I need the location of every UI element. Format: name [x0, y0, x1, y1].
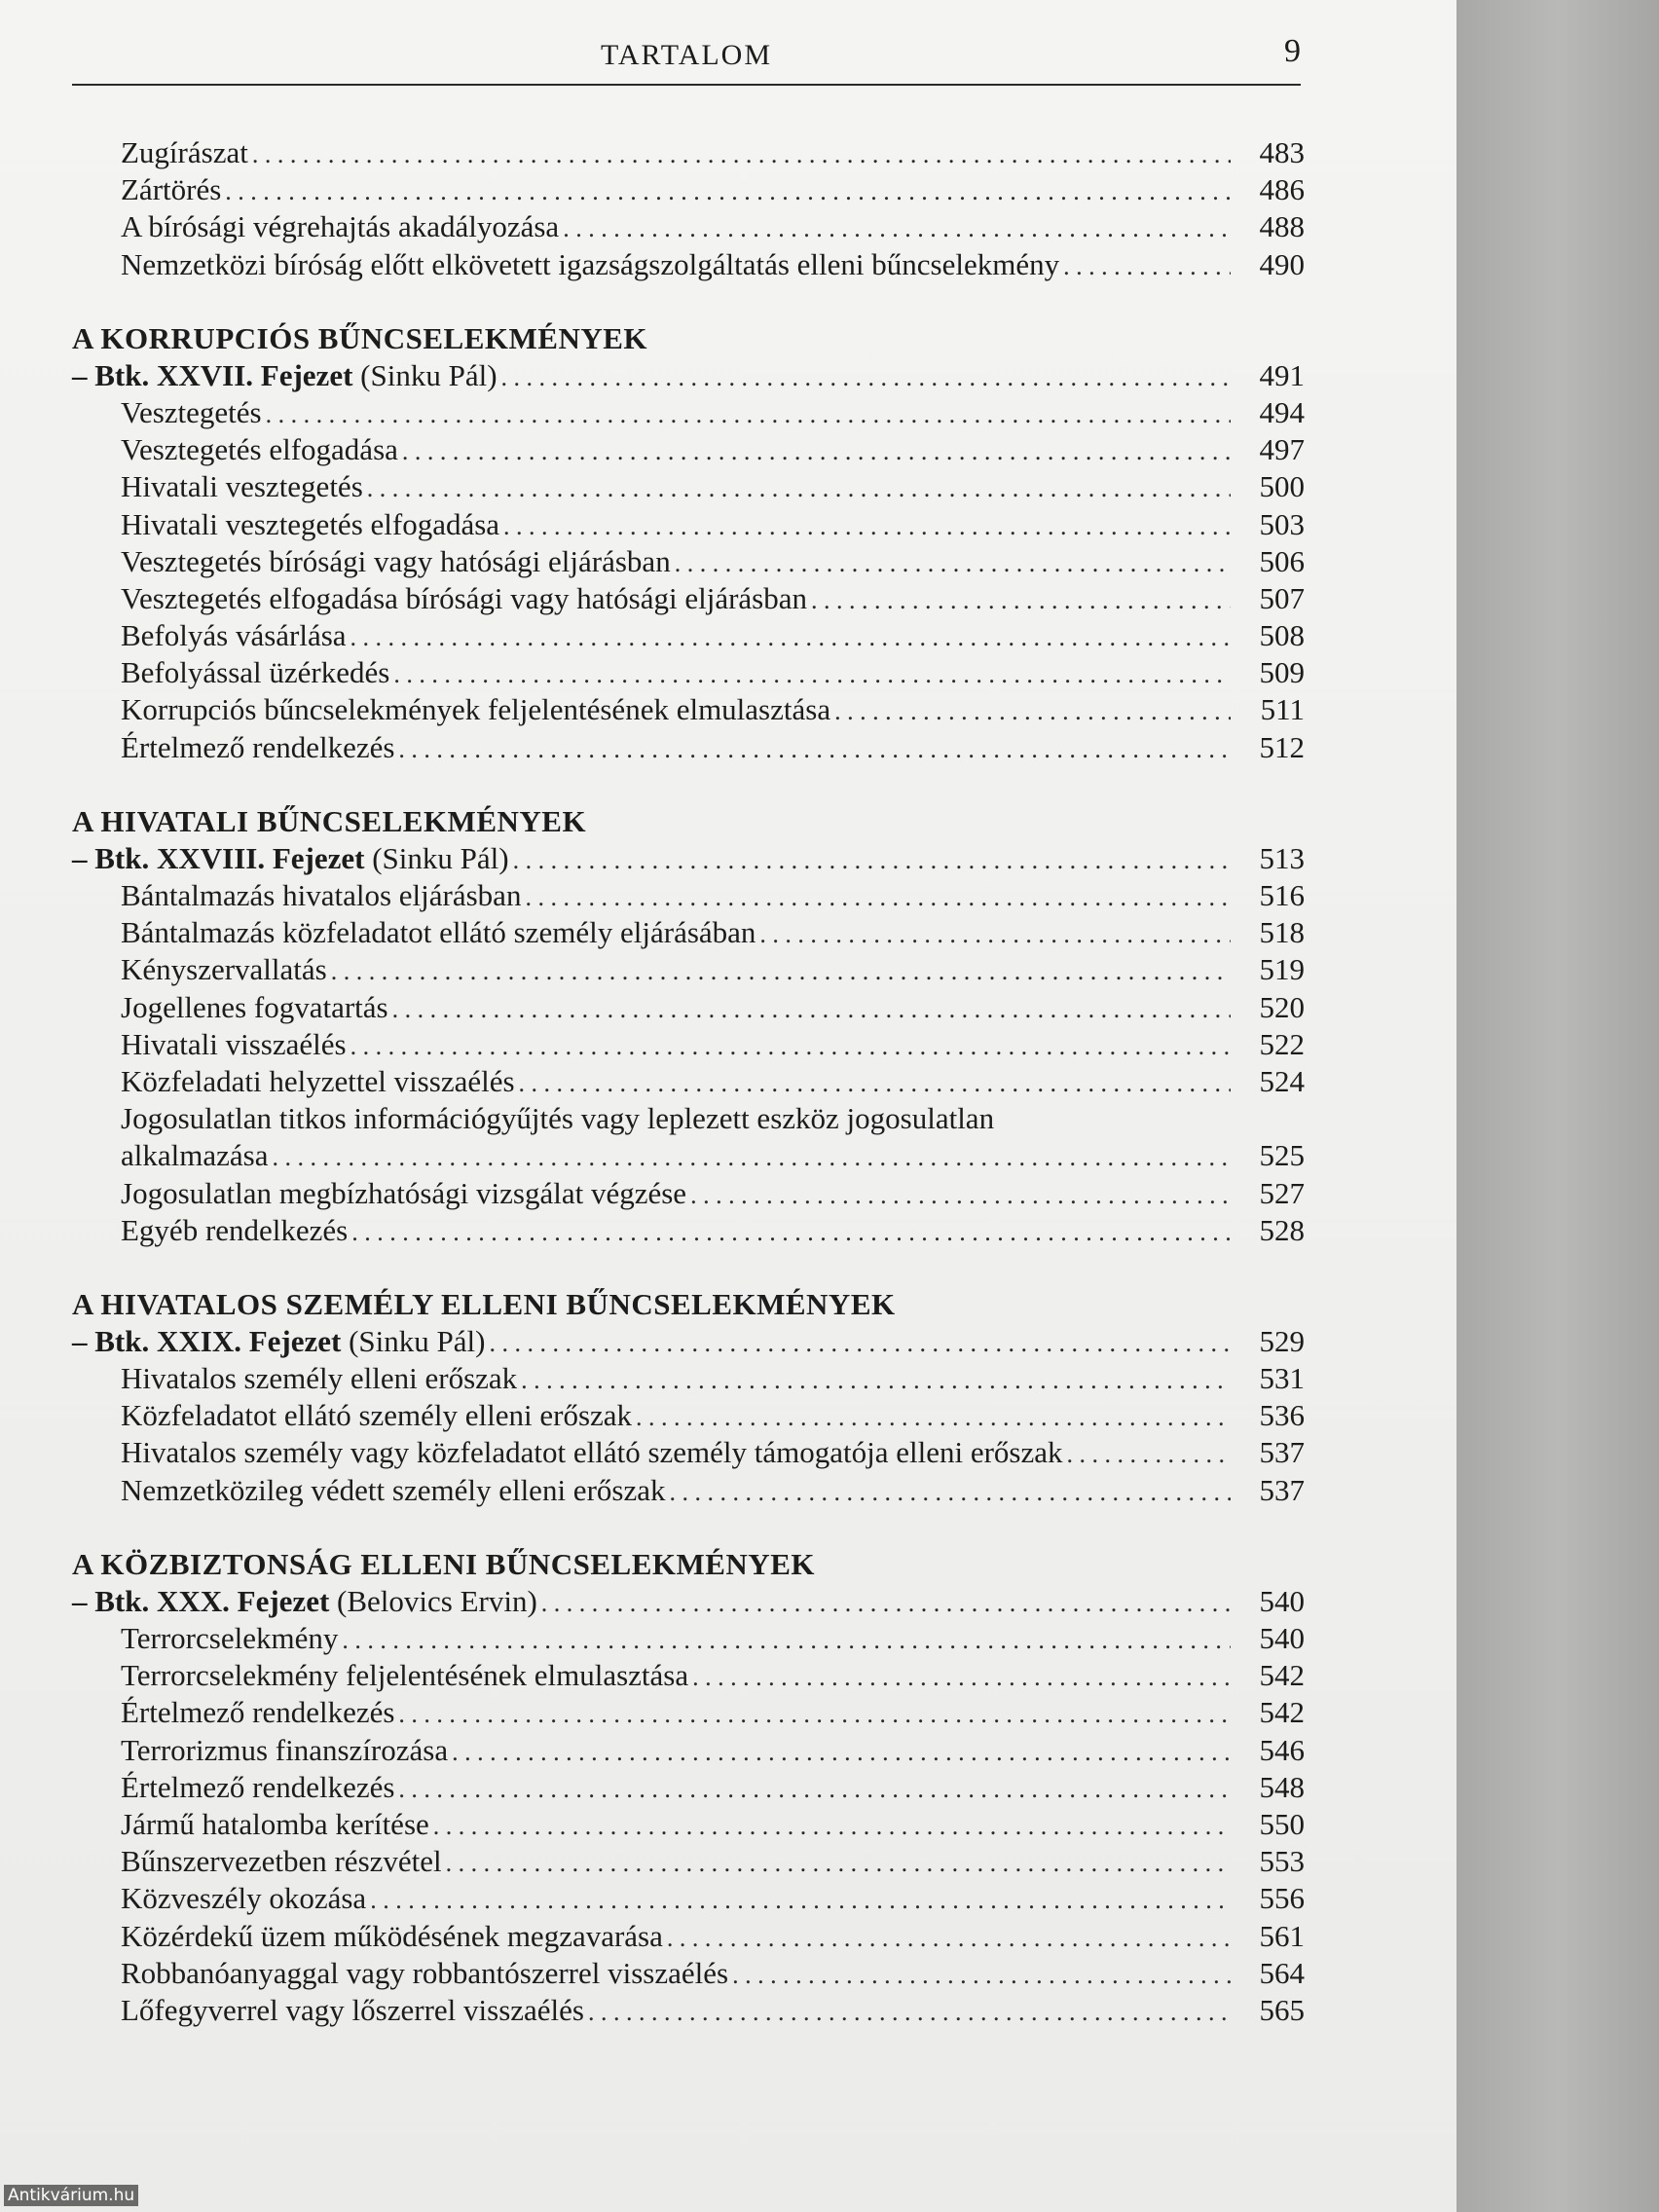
entry-label: Közfeladati helyzettel visszaélés [121, 1063, 515, 1098]
watermark: Antikvárium.hu [4, 2185, 138, 2206]
toc-entry[interactable] [72, 1694, 1305, 1731]
table-of-contents [72, 134, 1305, 2029]
page-number: 540 [1259, 1621, 1305, 1655]
page-number: 511 [1260, 692, 1305, 727]
page-number: 507 [1259, 580, 1305, 615]
page-number: 531 [1259, 1361, 1305, 1396]
entry-label: Hivatali vesztegetés [121, 469, 363, 504]
toc-entry[interactable] [72, 1918, 1305, 1955]
dot-leader [225, 173, 1231, 210]
chapter-author: (Sinku Pál) [352, 357, 498, 392]
dot-leader [272, 1139, 1231, 1176]
entry-label: Közfeladatot ellátó személy elleni erőszak [121, 1398, 633, 1433]
dot-leader [675, 545, 1231, 582]
toc-entry[interactable] [72, 1769, 1305, 1806]
dot-leader [669, 1474, 1231, 1511]
toc-entry[interactable] [72, 617, 1305, 654]
section-title: A KÖZBIZTONSÁG ELLENI BŰNCSELEKMÉNYEK [72, 1546, 815, 1581]
page-number: 528 [1259, 1212, 1305, 1247]
dot-leader [513, 842, 1231, 879]
entry-label: Vesztegetés elfogadása bírósági vagy hatósági eljárásban [121, 580, 807, 615]
dot-leader [519, 1065, 1231, 1102]
page-number: 500 [1259, 469, 1305, 504]
entry-label: Terrorcselekmény feljelentésének elmulasztása [121, 1658, 689, 1693]
entry-label: A bírósági végrehajtás akadályozása [121, 209, 560, 244]
toc-entry[interactable] [72, 1137, 1305, 1174]
dot-leader [489, 1325, 1231, 1362]
toc-entry[interactable] [72, 171, 1305, 208]
entry-label: Korrupciós bűncselekmények feljelentésének elmulasztása [121, 692, 831, 727]
dot-leader [1063, 248, 1231, 285]
page-number: 527 [1259, 1175, 1305, 1210]
dot-leader [252, 136, 1231, 173]
dot-leader [342, 1622, 1231, 1659]
dot-leader [521, 1362, 1231, 1399]
page-number: 490 [1259, 246, 1305, 281]
page-number: 486 [1259, 172, 1305, 207]
page-number: 546 [1259, 1732, 1305, 1767]
entry-label: Hivatalos személy elleni erőszak [121, 1361, 518, 1396]
page-number: 483 [1259, 135, 1305, 169]
page-number: 529 [1259, 1323, 1305, 1358]
page-number: 506 [1259, 543, 1305, 578]
toc-section [72, 134, 1305, 283]
entry-label: alkalmazása [121, 1138, 269, 1173]
toc-section [72, 1546, 1305, 2029]
dot-leader [690, 1177, 1231, 1214]
page-number: 503 [1259, 506, 1305, 541]
dot-leader [433, 1808, 1231, 1845]
toc-entry[interactable] [72, 431, 1305, 468]
chapter-row[interactable] [72, 357, 1305, 394]
toc-entry[interactable] [72, 654, 1305, 691]
entry-label: Értelmező rendelkezés [121, 1769, 395, 1804]
chapter-label: – Btk. XXVIII. Fejezet [72, 840, 365, 875]
toc-entry[interactable] [72, 246, 1305, 283]
section-title: A KORRUPCIÓS BŰNCSELEKMÉNYEK [72, 320, 648, 355]
page-number: 519 [1259, 952, 1305, 987]
header-title: TARTALOM [600, 39, 773, 71]
page-number: 564 [1259, 1955, 1305, 1990]
dot-leader [636, 1399, 1231, 1436]
entry-label: Hivatali visszaélés [121, 1026, 347, 1061]
dot-leader [811, 582, 1231, 619]
background-surface [1456, 0, 1659, 2212]
dot-leader [398, 1696, 1231, 1733]
entry-label: Bántalmazás közfeladatot ellátó személy eljárásában [121, 915, 756, 950]
toc-entry[interactable] [72, 1806, 1305, 1843]
entry-label: Hivatali vesztegetés elfogadása [121, 506, 500, 541]
entry-label: Vesztegetés elfogadása [121, 432, 398, 467]
page-number: 491 [1259, 357, 1305, 392]
toc-section [72, 320, 1305, 766]
entry-label: Robbanóanyaggal vagy robbantószerrel visszaélés [121, 1955, 729, 1990]
entry-label: Jármű hatalomba kerítése [121, 1806, 429, 1841]
page-number: 520 [1259, 989, 1305, 1024]
section-title: A HIVATALI BŰNCSELEKMÉNYEK [72, 803, 587, 838]
page-number: 516 [1259, 878, 1305, 912]
entry-label: Jogellenes fogvatartás [121, 989, 388, 1024]
page-number: 536 [1259, 1398, 1305, 1433]
dot-leader [331, 953, 1231, 990]
toc-entry[interactable] [72, 1657, 1305, 1694]
toc-entry[interactable] [72, 1955, 1305, 1992]
entry-label: Befolyással üzérkedés [121, 655, 390, 690]
page-number: 509 [1259, 655, 1305, 690]
page-number: 540 [1259, 1583, 1305, 1618]
entry-label: Jogosulatlan titkos információgyűjtés vagy leplezett eszköz jogosulatlan [121, 1101, 995, 1136]
dot-leader [398, 731, 1231, 768]
toc-entry[interactable] [72, 1880, 1305, 1917]
toc-entry[interactable] [72, 914, 1305, 951]
chapter-author: (Sinku Pál) [364, 840, 509, 875]
chapter-row[interactable] [72, 1323, 1305, 1360]
page-number: 542 [1259, 1658, 1305, 1693]
dot-leader [501, 359, 1231, 396]
entry-label: Terrorcselekmény [121, 1621, 339, 1655]
entry-label: Bántalmazás hivatalos eljárásban [121, 878, 522, 912]
page-number: 488 [1259, 209, 1305, 244]
entry-label: Jogosulatlan megbízhatósági vizsgálat végzése [121, 1175, 687, 1210]
page-number: 553 [1259, 1844, 1305, 1879]
chapter-label: – Btk. XXX. Fejezet [72, 1583, 330, 1618]
entry-label: Kényszervallatás [121, 952, 327, 987]
dot-leader [370, 1882, 1231, 1919]
section-title: A HIVATALOS SZEMÉLY ELLENI BŰNCSELEKMÉNYEK [72, 1286, 896, 1321]
dot-leader [503, 508, 1231, 545]
dot-leader [1067, 1436, 1231, 1473]
toc-entry[interactable] [72, 1063, 1305, 1100]
entry-label: Hivatalos személy vagy közfeladatot ellátó személy támogatója elleni erőszak [121, 1435, 1063, 1470]
toc-entry[interactable] [72, 208, 1305, 245]
toc-entry[interactable] [72, 1732, 1305, 1769]
dot-leader [692, 1659, 1231, 1696]
entry-label: Befolyás vásárlása [121, 618, 347, 653]
dot-leader [351, 1214, 1231, 1251]
entry-label: Lőfegyverrel vagy lőszerrel visszaélés [121, 1992, 584, 2027]
toc-section [72, 803, 1305, 1249]
page-number: 494 [1259, 394, 1305, 429]
dot-leader [367, 470, 1231, 507]
toc-entry[interactable] [72, 1397, 1305, 1434]
chapter-row[interactable] [72, 1583, 1305, 1620]
page-number: 548 [1259, 1769, 1305, 1804]
toc-entry[interactable] [72, 134, 1305, 171]
chapter-author: (Belovics Ervin) [329, 1583, 537, 1618]
dot-leader [667, 1920, 1231, 1957]
toc-entry[interactable] [72, 989, 1305, 1026]
chapter-label: – Btk. XXVII. Fejezet [72, 357, 353, 392]
page-number: 565 [1259, 1992, 1305, 2027]
dot-leader [732, 1957, 1231, 1994]
dot-leader [759, 916, 1231, 953]
toc-entry[interactable] [72, 506, 1305, 543]
entry-label: Nemzetközi bíróság előtt elkövetett igazságszolgáltatás elleni bűncselekmény [121, 246, 1060, 281]
entry-label: Terrorizmus finanszírozása [121, 1732, 449, 1767]
toc-section [72, 1286, 1305, 1509]
entry-label: Közérdekű üzem működésének megzavarása [121, 1918, 663, 1953]
entry-label: Vesztegetés [121, 394, 262, 429]
toc-entry[interactable] [72, 1100, 1305, 1137]
dot-leader [266, 396, 1231, 433]
entry-label: Egyéb rendelkezés [121, 1212, 349, 1247]
dot-leader [350, 1028, 1231, 1065]
dot-leader [446, 1845, 1231, 1882]
toc-entry[interactable] [72, 951, 1305, 988]
toc-entry[interactable] [72, 729, 1305, 766]
toc-entry[interactable] [72, 580, 1305, 617]
toc-entry[interactable] [72, 468, 1305, 505]
page-number: 537 [1259, 1435, 1305, 1470]
toc-entry[interactable] [72, 877, 1305, 914]
entry-label: Értelmező rendelkezés [121, 729, 395, 764]
page-number: 542 [1259, 1695, 1305, 1730]
toc-entry[interactable] [72, 1434, 1305, 1471]
chapter-label: – Btk. XXIX. Fejezet [72, 1323, 342, 1358]
dot-leader [402, 433, 1231, 470]
page-number: 508 [1259, 618, 1305, 653]
dot-leader [588, 1994, 1231, 2031]
toc-entry[interactable] [72, 1175, 1305, 1212]
page-number: 561 [1259, 1918, 1305, 1953]
toc-entry[interactable] [72, 1212, 1305, 1249]
entry-label: Zugírászat [121, 135, 248, 169]
page-number: 550 [1259, 1806, 1305, 1841]
toc-entry[interactable] [72, 1360, 1305, 1397]
entry-label: Vesztegetés bírósági vagy hatósági eljárásban [121, 543, 671, 578]
page-number: 512 [1259, 729, 1305, 764]
entry-label: Nemzetközileg védett személy elleni erőszak [121, 1472, 666, 1507]
entry-label: Bűnszervezetben részvétel [121, 1844, 442, 1879]
dot-leader [392, 991, 1231, 1028]
page-number: 518 [1259, 915, 1305, 950]
chapter-row[interactable] [72, 840, 1305, 877]
toc-entry[interactable] [72, 1026, 1305, 1063]
entry-label: Értelmező rendelkezés [121, 1695, 395, 1730]
page-number: 513 [1259, 840, 1305, 875]
dot-leader [398, 1771, 1231, 1808]
running-header [72, 33, 1301, 86]
dot-leader [452, 1734, 1231, 1771]
toc-entry[interactable] [72, 1472, 1305, 1509]
chapter-author: (Sinku Pál) [341, 1323, 486, 1358]
page-number: 522 [1259, 1026, 1305, 1061]
dot-leader [393, 656, 1231, 693]
dot-leader [563, 210, 1231, 247]
page-number: 537 [1259, 1472, 1305, 1507]
header-page-number: 9 [1284, 33, 1301, 69]
toc-entry[interactable] [72, 1620, 1305, 1657]
page-number: 524 [1259, 1063, 1305, 1098]
dot-leader [525, 879, 1231, 916]
dot-leader [834, 693, 1231, 730]
toc-entry[interactable] [72, 691, 1305, 728]
toc-entry[interactable] [72, 1992, 1305, 2029]
page-number: 525 [1259, 1138, 1305, 1173]
toc-entry[interactable] [72, 1843, 1305, 1880]
entry-label: Közveszély okozása [121, 1881, 367, 1916]
page-number: 497 [1259, 432, 1305, 467]
dot-leader [541, 1585, 1231, 1622]
toc-entry[interactable] [72, 543, 1305, 580]
entry-label: Zártörés [121, 172, 222, 207]
toc-entry[interactable] [72, 394, 1305, 431]
page-number: 556 [1259, 1881, 1305, 1916]
dot-leader [350, 619, 1231, 656]
